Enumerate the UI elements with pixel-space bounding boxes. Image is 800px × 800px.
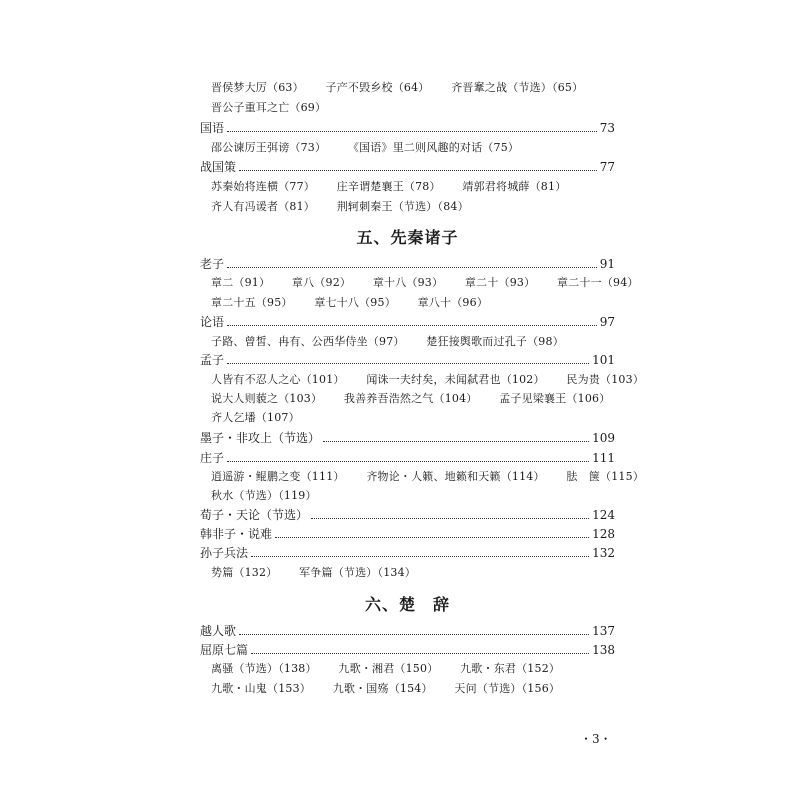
- leader-dots: [323, 441, 589, 442]
- toc-subentry: 荆轲刺秦王（节选）（84）: [336, 200, 469, 213]
- leader-dots: [311, 518, 589, 519]
- toc-subentry: 天问（节选）（156）: [454, 682, 561, 695]
- toc-subentry: 楚狂接舆歌而过孔子（98）: [426, 335, 564, 348]
- toc-subentry: 子路、曾皙、冉有、公西华侍坐（97）: [211, 335, 405, 348]
- entry-title: 越人歌: [200, 624, 237, 638]
- toc-entry-sunzi: [200, 545, 615, 561]
- toc-subentry-line: [211, 372, 644, 388]
- toc-subentry-line: [211, 80, 583, 96]
- leader-dots: [239, 170, 597, 171]
- toc-subentry: 我善养吾浩然之气（104）: [343, 392, 478, 405]
- toc-subentry-line: [211, 391, 610, 407]
- section-heading-6: 六、楚 辞: [364, 595, 450, 614]
- entry-page: 73: [599, 121, 615, 135]
- leader-dots: [251, 653, 589, 654]
- entry-page: 109: [592, 431, 615, 445]
- entry-title: 国语: [200, 121, 225, 135]
- page-number: ・3・: [580, 732, 612, 746]
- entry-title: 论语: [200, 315, 225, 329]
- entry-page: 128: [592, 527, 615, 541]
- toc-subentry: 离骚（节选）（138）: [211, 662, 317, 675]
- entry-page: 101: [592, 353, 615, 367]
- toc-subentry: 军争篇（节选）（134）: [299, 566, 417, 579]
- leader-dots: [227, 363, 589, 364]
- toc-subentry: 逍遥游・鲲鹏之变（111）: [211, 470, 345, 483]
- toc-subentry-line: [211, 488, 317, 504]
- toc-subentry-line: [211, 179, 566, 195]
- toc-subentry-line: [211, 275, 639, 291]
- toc-subentry: 齐人有冯谖者（81）: [211, 200, 315, 213]
- toc-subentry: 说大人则藐之（103）: [211, 392, 323, 405]
- toc-subentry-line: [211, 681, 560, 697]
- entry-page: 124: [592, 508, 615, 522]
- toc-subentry: 晋侯梦大厉（63）: [211, 81, 304, 94]
- toc-entry-xunzi: [200, 507, 615, 523]
- toc-subentry: 民为贵（103）: [566, 373, 645, 386]
- toc-subentry: 章二十一（94）: [557, 276, 639, 289]
- entry-page: 97: [599, 315, 615, 329]
- toc-subentry: 九歌・湘君（150）: [338, 662, 439, 675]
- toc-subentry: 九歌・国殇（154）: [332, 682, 433, 695]
- leader-dots: [227, 325, 597, 326]
- toc-subentry: 苏秦始将连横（77）: [211, 180, 315, 193]
- leader-dots: [275, 537, 589, 538]
- toc-subentry: 《国语》里二则风趣的对话（75）: [347, 141, 520, 154]
- toc-subentry: 邵公谏厉王弭谤（73）: [211, 141, 327, 154]
- toc-entry-zhanguoce: [200, 159, 615, 175]
- toc-subentry: 九歌・山鬼（153）: [211, 682, 311, 695]
- toc-subentry: 孟子见梁襄王（106）: [499, 392, 611, 405]
- toc-subentry: 章十八（93）: [372, 276, 444, 289]
- toc-subentry-line: [211, 661, 560, 677]
- entry-title: 老子: [200, 257, 225, 271]
- toc-entry-quyuan: [200, 642, 615, 658]
- toc-entry-guoyu: [200, 120, 615, 136]
- entry-title: 孙子兵法: [200, 546, 249, 560]
- entry-page: 137: [592, 624, 615, 638]
- toc-entry-lunyu: [200, 314, 615, 330]
- leader-dots: [227, 131, 597, 132]
- section-heading-5: 五、先秦诸子: [356, 228, 459, 247]
- toc-subentry: 人皆有不忍人之心（101）: [211, 373, 345, 386]
- toc-subentry: 晋公子重耳之亡（69）: [211, 101, 327, 114]
- entry-title: 屈原七篇: [200, 643, 249, 657]
- toc-entry-mozi: [200, 430, 615, 446]
- toc-entry-hanfeizi: [200, 526, 615, 542]
- toc-subentry-line: [211, 565, 416, 581]
- toc-subentry: 章八（92）: [291, 276, 352, 289]
- entry-title: 庄子: [200, 451, 225, 465]
- toc-subentry-line: [211, 469, 644, 485]
- toc-subentry: 齐物论・人籁、地籁和天籁（114）: [366, 470, 545, 483]
- toc-subentry: 章八十（96）: [417, 296, 489, 309]
- entry-title: 荀子・天论（节选）: [200, 508, 309, 522]
- leader-dots: [227, 461, 589, 462]
- toc-subentry: 庄辛谓楚襄王（78）: [336, 180, 441, 193]
- leader-dots: [227, 267, 597, 268]
- entry-page: 138: [592, 643, 615, 657]
- entry-title: 孟子: [200, 353, 225, 367]
- toc-subentry: 齐人乞墦（107）: [211, 411, 300, 424]
- entry-page: 77: [599, 160, 615, 174]
- toc-subentry-line: [211, 100, 326, 116]
- toc-subentry: 靖郭君将城薛（81）: [462, 180, 567, 193]
- toc-entry-laozi: [200, 256, 615, 272]
- leader-dots: [251, 556, 589, 557]
- entry-title: 韩非子・说难: [200, 527, 273, 541]
- toc-subentry: 闻诛一夫纣矣，未闻弑君也（102）: [366, 373, 545, 386]
- toc-subentry: 章二十（93）: [464, 276, 536, 289]
- toc-entry-mengzi: [200, 352, 615, 368]
- entry-title: 墨子・非攻上（节选）: [200, 431, 321, 445]
- toc-subentry-line: [211, 295, 488, 311]
- entry-page: 111: [592, 451, 615, 465]
- toc-subentry: 章二十五（95）: [211, 296, 293, 309]
- toc-subentry: 章七十八（95）: [314, 296, 396, 309]
- toc-subentry: 胠 箧（115）: [566, 470, 645, 483]
- entry-page: 132: [592, 546, 615, 560]
- toc-subentry: 秋水（节选）（119）: [211, 489, 317, 502]
- toc-subentry-line: [211, 140, 519, 156]
- entry-title: 战国策: [200, 160, 237, 174]
- toc-subentry-line: [211, 410, 300, 426]
- toc-subentry: 子产不毁乡校（64）: [325, 81, 430, 94]
- toc-subentry: 势篇（132）: [211, 566, 278, 579]
- toc-subentry-line: [211, 334, 564, 350]
- toc-entry-zhuangzi: [200, 450, 615, 466]
- toc-subentry: 齐晋鞌之战（节选）（65）: [451, 81, 584, 94]
- leader-dots: [239, 634, 589, 635]
- toc-subentry: 章二（91）: [211, 276, 271, 289]
- toc-subentry: 九歌・东君（152）: [460, 662, 561, 675]
- toc-entry-yuerenge: [200, 623, 615, 639]
- toc-subentry-line: [211, 199, 469, 215]
- entry-page: 91: [599, 257, 615, 271]
